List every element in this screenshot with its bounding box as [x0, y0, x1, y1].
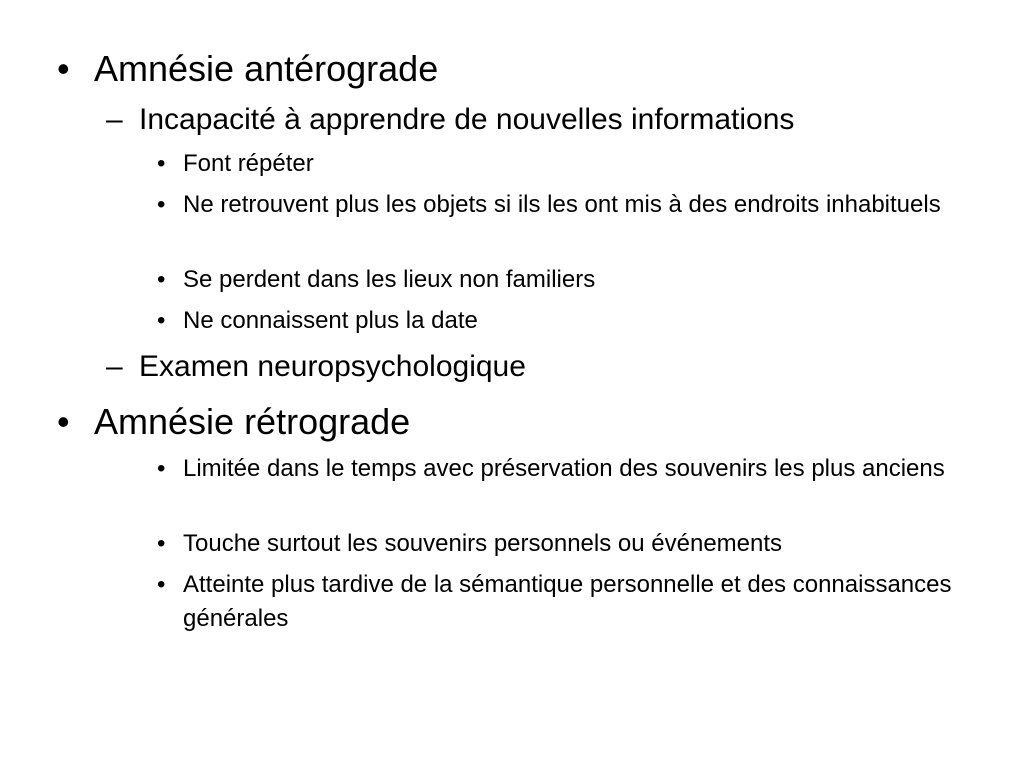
bullet-marker: •: [157, 307, 166, 334]
bullet-marker: •: [157, 455, 166, 482]
bullet-text: Limitée dans le temps avec préservation des souvenirs les plus anciens: [183, 455, 945, 482]
bullet-text: Amnésie antérograde: [94, 48, 439, 89]
bullet-marker: •: [157, 266, 166, 293]
bullet-text: Atteinte plus tardive de la sémantique personnelle et des connaissances générales: [183, 571, 952, 632]
bullet-text: Se perdent dans les lieux non familiers: [183, 266, 596, 293]
bullet-marker: •: [157, 150, 166, 177]
dash-marker: –: [106, 103, 123, 136]
bullet-marker: •: [57, 48, 70, 89]
bullet-text: Ne connaissent plus la date: [183, 307, 478, 334]
bullet-text: Ne retrouvent plus les objets si ils les ont mis à des endroits inhabituels: [183, 191, 941, 218]
bullet-marker: •: [57, 401, 70, 442]
bullet-text: Font répéter: [183, 150, 314, 177]
bullet-text: Examen neuropsychologique: [139, 350, 526, 383]
dash-marker: –: [106, 350, 123, 383]
bullet-text: Amnésie rétrograde: [94, 401, 411, 442]
bullet-marker: •: [157, 530, 166, 557]
bullet-text: Incapacité à apprendre de nouvelles informations: [139, 103, 795, 136]
bullet-marker: •: [157, 571, 166, 598]
bullet-text: Touche surtout les souvenirs personnels ou événements: [183, 530, 783, 557]
bullet-marker: •: [157, 191, 166, 218]
